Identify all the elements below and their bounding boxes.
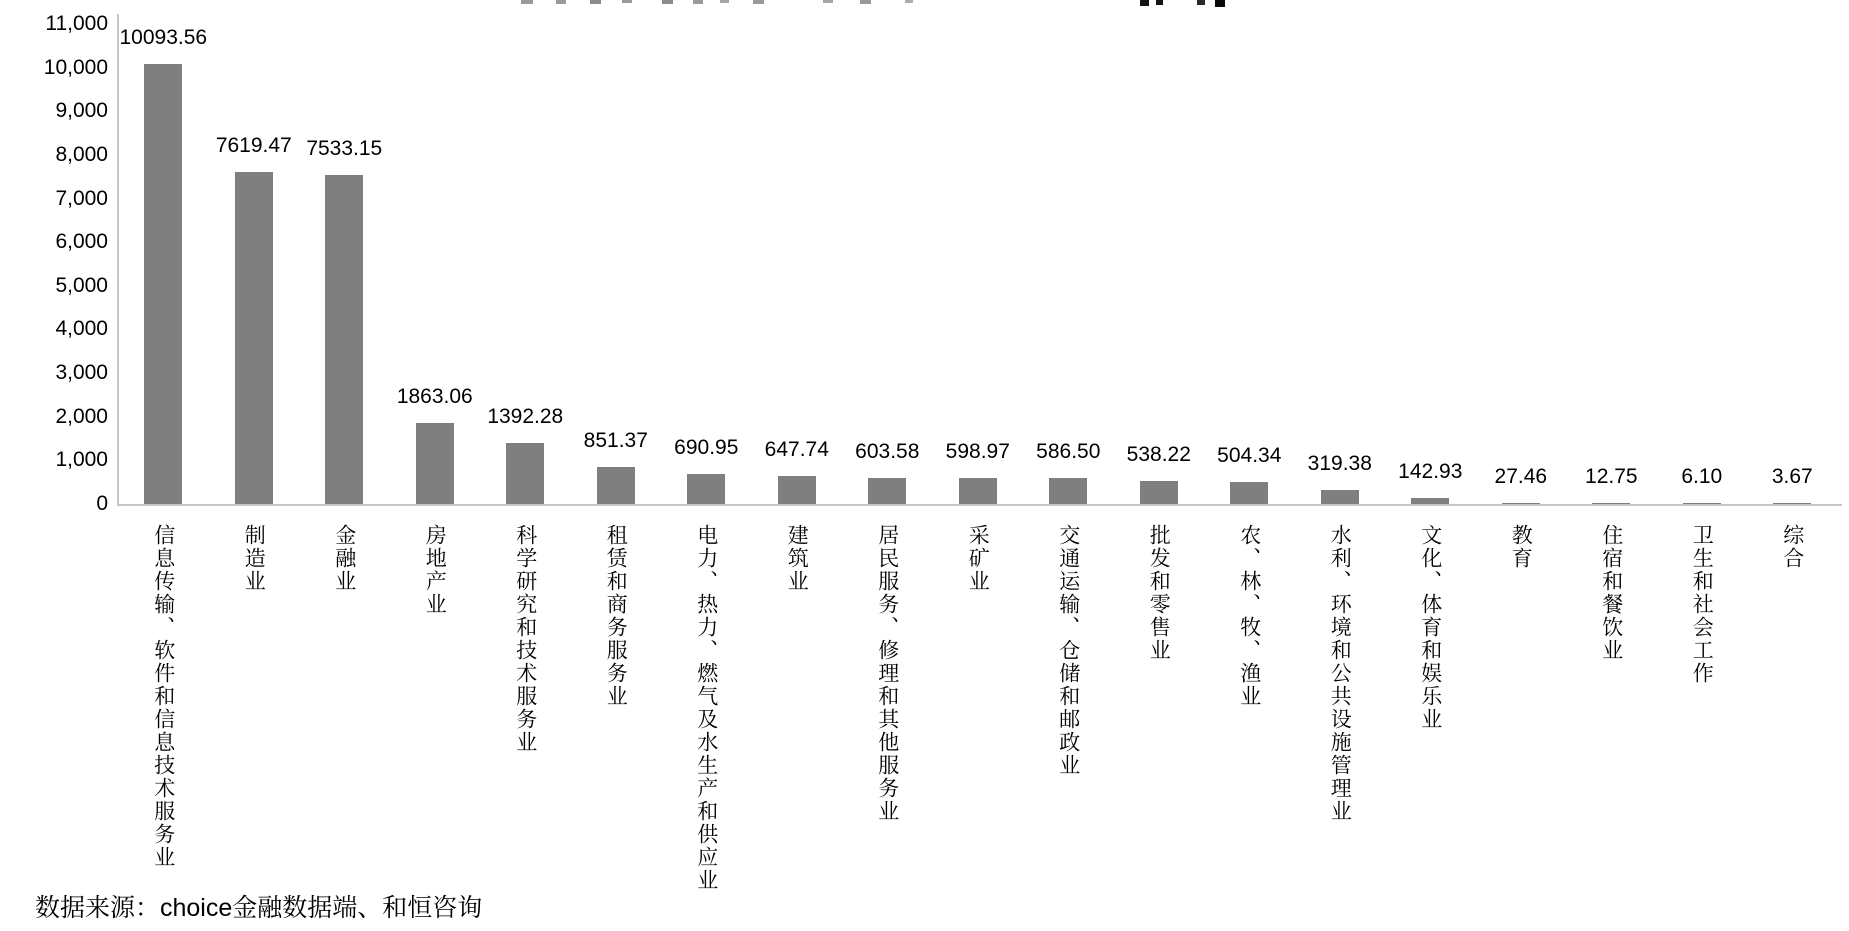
bar-value-label: 319.38 <box>1307 452 1372 476</box>
y-tick-label: 4,000 <box>55 317 108 341</box>
category-label: 卫生和社会工作 <box>1690 524 1714 685</box>
title-fragment <box>720 0 729 3</box>
bar <box>959 478 997 504</box>
category-label: 制造业 <box>242 524 266 593</box>
y-tick-label: 9,000 <box>55 99 108 123</box>
bar <box>1049 478 1087 504</box>
bar <box>1502 503 1540 505</box>
category-label: 建筑业 <box>785 524 809 593</box>
bar-value-label: 7533.15 <box>306 137 383 161</box>
bar-value-label: 7619.47 <box>215 133 292 157</box>
bar <box>1140 481 1178 505</box>
category-label: 农、林、牧、渔业 <box>1237 524 1261 708</box>
title-fragment <box>1215 0 1225 7</box>
bar <box>325 175 363 504</box>
bar-value-label: 1392.28 <box>487 405 564 429</box>
bar-value-label: 142.93 <box>1398 459 1463 483</box>
title-fragment <box>905 0 913 3</box>
bar-value-label: 6.10 <box>1681 464 1723 488</box>
y-tick-label: 2,000 <box>55 404 108 428</box>
category-label: 科学研究和技术服务业 <box>513 524 537 754</box>
y-tick-label: 6,000 <box>55 230 108 254</box>
bar <box>1773 503 1811 505</box>
title-fragment <box>1197 0 1205 5</box>
bar-value-label: 3.67 <box>1771 464 1813 488</box>
bar <box>416 423 454 504</box>
title-fragment <box>1156 0 1163 5</box>
category-label: 综合 <box>1780 524 1804 570</box>
bar <box>506 443 544 504</box>
bar-value-label: 504.34 <box>1217 444 1282 467</box>
bar <box>235 172 273 505</box>
title-fragment <box>662 0 673 4</box>
category-label: 租赁和商务服务业 <box>604 524 628 708</box>
bar <box>687 474 725 504</box>
bar-value-label: 12.75 <box>1585 464 1638 488</box>
bar <box>1321 490 1359 504</box>
bar-value-label: 1863.06 <box>396 384 473 408</box>
category-label: 水利、环境和公共设施管理业 <box>1328 524 1352 823</box>
title-fragment <box>1140 0 1149 6</box>
y-tick-label: 8,000 <box>55 142 108 166</box>
bar <box>597 467 635 504</box>
x-axis-line <box>117 504 1842 506</box>
bar <box>778 476 816 504</box>
y-tick-label: 0 <box>96 492 108 515</box>
bar <box>1683 503 1721 505</box>
category-label: 住宿和餐饮业 <box>1599 524 1623 662</box>
category-label: 信息传输、软件和信息技术服务业 <box>151 524 175 869</box>
category-label: 电力、热力、燃气及水生产和供应业 <box>694 524 718 892</box>
y-tick-label: 7,000 <box>55 186 108 210</box>
title-fragment <box>622 0 632 3</box>
bar-value-label: 851.37 <box>583 428 648 452</box>
bar <box>1592 503 1630 505</box>
bar-value-label: 690.95 <box>674 435 739 459</box>
category-label: 居民服务、修理和其他服务业 <box>875 524 899 823</box>
category-label: 批发和零售业 <box>1147 524 1171 662</box>
title-fragment <box>860 0 871 4</box>
bar-value-label: 598.97 <box>945 439 1010 463</box>
title-fragment <box>693 0 703 4</box>
title-fragment <box>823 0 833 3</box>
title-fragment <box>556 0 566 4</box>
bar-value-label: 586.50 <box>1036 440 1101 464</box>
title-fragment <box>753 0 764 4</box>
y-axis-line <box>117 14 119 505</box>
bar-value-label: 10093.56 <box>119 25 208 49</box>
source-note: 数据来源：choice金融数据端、和恒咨询 <box>35 894 483 922</box>
bar-value-label: 538.22 <box>1126 442 1191 466</box>
category-label: 房地产业 <box>423 524 447 616</box>
y-tick-label: 1,000 <box>55 448 108 472</box>
bar <box>1230 482 1268 504</box>
y-tick-label: 5,000 <box>55 273 108 297</box>
bar <box>1411 498 1449 504</box>
bar-value-label: 647.74 <box>764 437 829 461</box>
title-fragment <box>521 0 533 4</box>
category-label: 交通运输、仓储和邮政业 <box>1056 524 1080 777</box>
bar-value-label: 603.58 <box>855 439 920 463</box>
y-tick-label: 3,000 <box>55 361 108 385</box>
y-tick-label: 10,000 <box>43 55 108 79</box>
category-label: 金融业 <box>332 524 356 593</box>
bar <box>144 64 182 504</box>
title-fragment <box>590 0 601 4</box>
category-label: 文化、体育和娱乐业 <box>1418 524 1442 731</box>
category-label: 教育 <box>1509 524 1533 570</box>
category-label: 采矿业 <box>966 524 990 593</box>
bar-value-label: 27.46 <box>1494 464 1548 488</box>
y-tick-label: 11,000 <box>45 12 108 35</box>
bar <box>868 478 906 504</box>
